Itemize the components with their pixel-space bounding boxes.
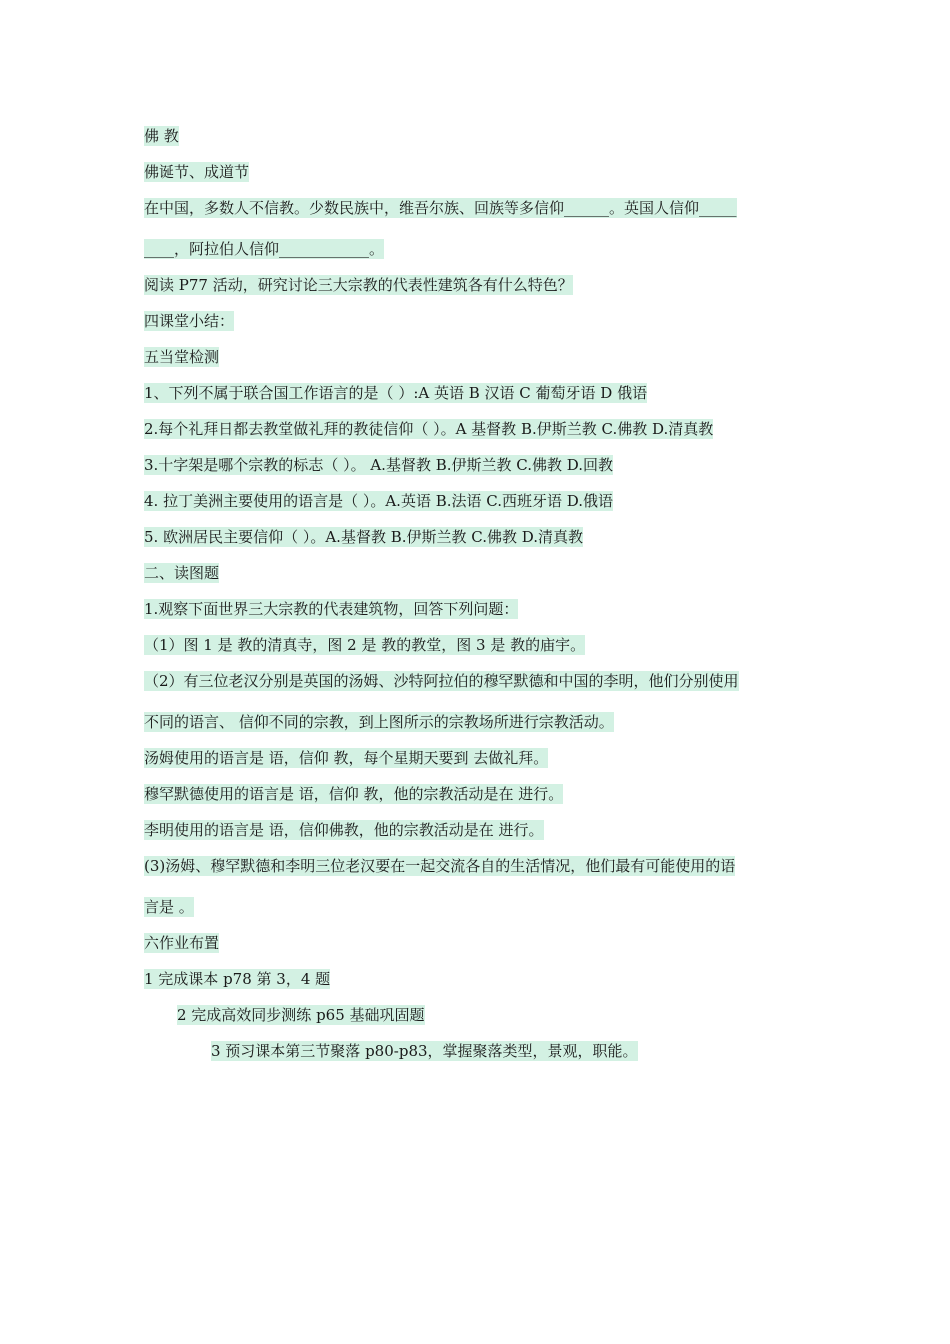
- line-text: 4. 拉丁美洲主要使用的语言是（ ）。A.英语 B.法语 C.西班牙语 D.俄语: [144, 492, 614, 510]
- line-text: 佛 教: [144, 127, 179, 145]
- text-line-8: [144, 383, 647, 403]
- line-text: 汤姆使用的语言是 语，信仰 教，每个星期天要到 去做礼拜。: [144, 749, 549, 767]
- line-text: 李明使用的语言是 语，信仰佛教，他的宗教活动是在 进行。: [144, 821, 544, 839]
- line-text: 四课堂小结：: [144, 312, 235, 330]
- text-line-6: [144, 311, 234, 331]
- text-line-14: [144, 599, 518, 619]
- line-text: ____，阿拉伯人信仰____________。: [144, 240, 385, 258]
- text-line-9: [144, 419, 713, 439]
- text-line-17: [144, 712, 614, 732]
- text-line-4: [144, 239, 384, 259]
- line-text: 1、下列不属于联合国工作语言的是（ ）:A 英语 B 汉语 C 葡萄牙语 D 俄语: [144, 384, 648, 402]
- line-text: 言是 。: [144, 898, 194, 916]
- line-text: 穆罕默德使用的语言是 语，信仰 教，他的宗教活动是在 进行。: [144, 785, 564, 803]
- text-line-25: [177, 1005, 425, 1025]
- line-text: 2 完成高效同步测练 p65 基础巩固题: [177, 1006, 425, 1024]
- text-line-12: [144, 527, 583, 547]
- line-text: 六作业布置: [144, 934, 220, 952]
- line-text: 二、读图题: [144, 564, 220, 582]
- line-text: 不同的语言、 信仰不同的宗教，到上图所示的宗教场所进行宗教活动。: [144, 713, 614, 731]
- text-line-16: [144, 671, 739, 691]
- text-line-19: [144, 784, 563, 804]
- line-text: （1）图 1 是 教的清真寺，图 2 是 教的教堂，图 3 是 教的庙宇。: [144, 636, 586, 654]
- line-text: 3.十字架是哪个宗教的标志（ ）。 A.基督教 B.伊斯兰教 C.佛教 D.回教: [144, 456, 614, 474]
- text-line-21: [144, 856, 735, 876]
- line-text: （2）有三位老汉分别是英国的汤姆、沙特阿拉伯的穆罕默德和中国的李明，他们分别使用: [144, 672, 739, 690]
- line-text: (3)汤姆、穆罕默德和李明三位老汉要在一起交流各自的生活情况，他们最有可能使用的语: [144, 857, 736, 875]
- text-line-5: [144, 275, 573, 295]
- text-line-7: [144, 347, 219, 367]
- line-text: 阅读 P77 活动，研究讨论三大宗教的代表性建筑各有什么特色？: [144, 276, 573, 294]
- text-line-10: [144, 455, 613, 475]
- text-line-23: [144, 933, 219, 953]
- text-line-22: [144, 897, 194, 917]
- text-line-1: [144, 126, 179, 146]
- text-line-20: [144, 820, 544, 840]
- line-text: 3 预习课本第三节聚落 p80-p83，掌握聚落类型，景观，职能。: [211, 1042, 638, 1060]
- line-text: 2.每个礼拜日都去教堂做礼拜的教徒信仰（ ）。A 基督教 B.伊斯兰教 C.佛教 D.清真教: [144, 420, 714, 438]
- line-text: 1.观察下面世界三大宗教的代表建筑物，回答下列问题：: [144, 600, 519, 618]
- line-text: 五当堂检测: [144, 348, 220, 366]
- line-text: 1 完成课本 p78 第 3，4 题: [144, 970, 331, 988]
- line-text: 在中国，多数人不信教。少数民族中，维吾尔族、回族等多信仰______。英国人信仰_____: [144, 199, 737, 217]
- text-line-15: [144, 635, 585, 655]
- text-line-11: [144, 491, 613, 511]
- text-line-2: [144, 162, 249, 182]
- text-line-24: [144, 969, 330, 989]
- text-line-13: [144, 563, 219, 583]
- line-text: 5. 欧洲居民主要信仰（ ）。A.基督教 B.伊斯兰教 C.佛教 D.清真教: [144, 528, 584, 546]
- text-line-18: [144, 748, 548, 768]
- text-line-26: [211, 1041, 638, 1061]
- text-line-3: [144, 198, 737, 218]
- line-text: 佛诞节、成道节: [144, 163, 250, 181]
